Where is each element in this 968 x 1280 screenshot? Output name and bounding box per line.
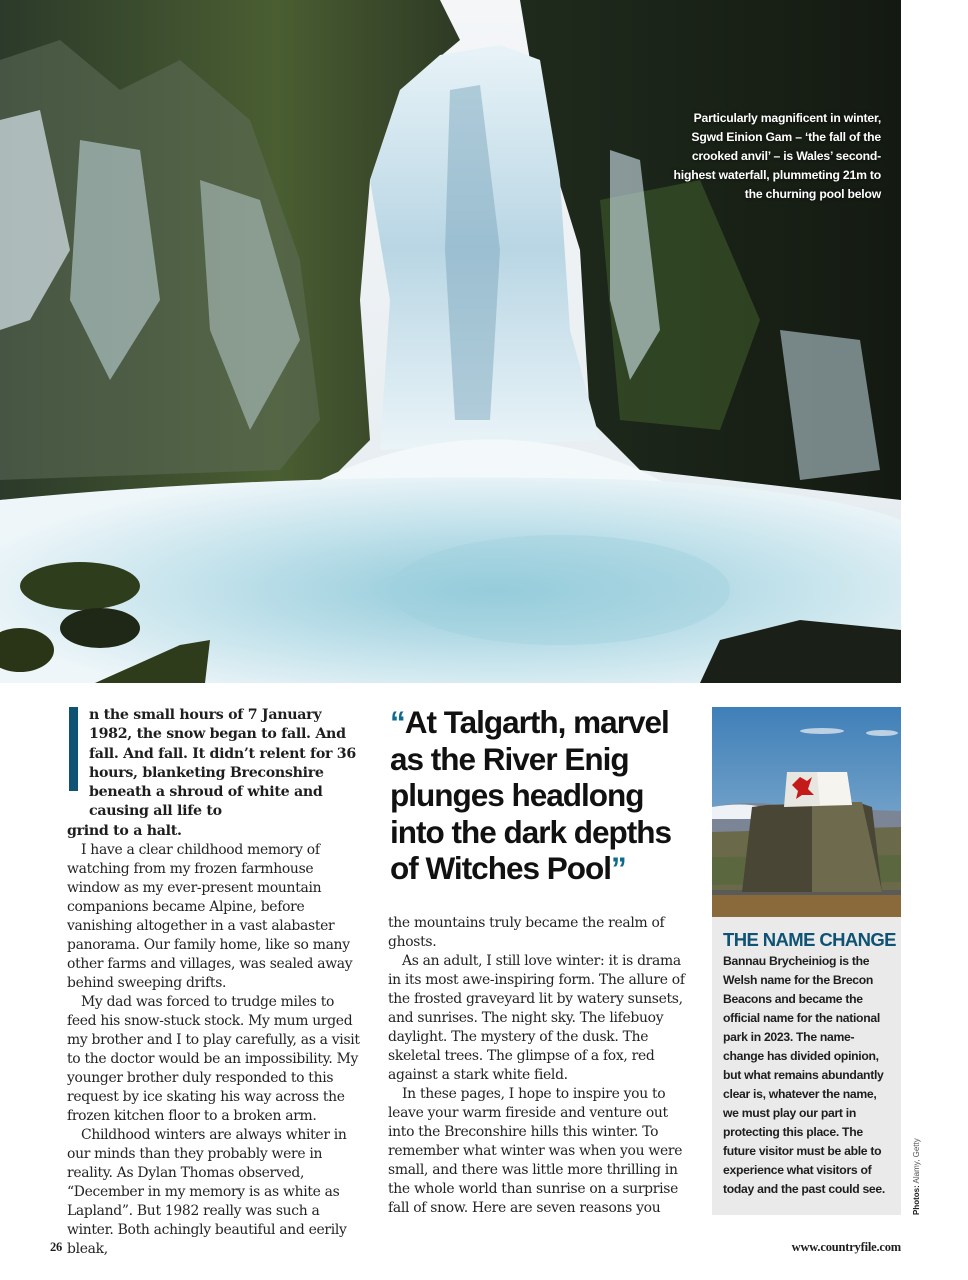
photo-caption: Particularly magnificent in winter, Sgwd Einion Gam – ‘the fall of the crooked anvil’ – is Wales’ second-highest waterfall, plummeting 21m to the churning pool below: [673, 111, 881, 201]
trig-point-photo: [712, 707, 901, 917]
name-change-sidebar: [712, 707, 901, 1215]
photo-credit-label: Photos:: [912, 1185, 921, 1215]
intro-paragraph: [67, 706, 364, 841]
photo-credit-value: Alamy, Getty: [912, 1138, 921, 1184]
hero-photo: [0, 0, 901, 683]
body-paragraph-continued: the mountains truly became the realm of ghosts.: [388, 915, 665, 950]
pull-quote: [390, 704, 700, 887]
open-quote-mark: “: [390, 704, 405, 740]
sidebar-title: THE NAME CHANGE: [723, 929, 896, 950]
body-paragraph: Childhood winters are always whiter in our minds than they probably were in reality. As Dylan Thomas observed, “December in my memory is as white as Lapland”. But 1982 really was such a winter. Both achingly beautiful and eerily bleak,: [67, 1127, 347, 1258]
website-url: www.countryfile.com: [791, 1240, 901, 1254]
article-column-1: [67, 706, 364, 1259]
welsh-dragon-cairn-image: [712, 707, 901, 917]
pull-quote-text: At Talgarth, marvel as the River Enig plunges headlong into the dark depths of Witches Pool: [390, 704, 672, 886]
body-paragraph: I have a clear childhood memory of watching from my frozen farmhouse window as my ever-present mountain companions became Alpine, before vanishing altogether in a vast alabaster panorama. Our family home, like so many other farms and villages, was sealed away behind sweeping drifts.: [67, 842, 353, 992]
close-quote-mark: ”: [610, 850, 626, 886]
intro-tail-text: grind to a halt.: [67, 822, 182, 839]
photo-credit: [912, 1138, 921, 1215]
article-column-2: [388, 914, 694, 1218]
body-paragraph: As an adult, I still love winter: it is drama in its most awe-inspiring form. The allure of the frosted graveyard lit by watery sunsets, and sunrises. The night sky. The lifebuoy daylight. The mystery of the dusk. The skeletal trees. The glimpse of a fox, red against a stark white field.: [388, 953, 685, 1083]
sidebar-text: Bannau Brycheiniog is the Welsh name for the Brecon Beacons and became the official name for the national park in 2023. The name-change has divided opinion, but what remains abundantly clear is, whatever the name, we must play our part in protecting this place. The future visitor must be able to experience what visitors of today and the past could see.: [723, 954, 885, 1196]
intro-lead-text: n the small hours of 7 January 1982, the snow began to fall. And fall. And fall. It didn’t relent for 36 hours, blanketing Breconshire beneath a shroud of white and causing all life to: [89, 707, 356, 820]
page-number: 26: [50, 1240, 63, 1254]
frozen-waterfall-image: [0, 0, 901, 683]
body-paragraph: My dad was forced to trudge miles to feed his snow-stuck stock. My mum urged my brother and I to play carefully, as a visit to the doctor would be an impossibility. My younger brother duly responded to this request by ice skating his way across the frozen kitchen floor to a broken arm.: [67, 994, 360, 1125]
body-paragraph: In these pages, I hope to inspire you to leave your warm fireside and venture out into the Breconshire hills this winter. To remember what winter was when you were small, and there was little more thrilling in the whole world than sunrise on a surprise fall of snow. Here are seven reasons you: [388, 1086, 683, 1216]
drop-cap-bar-icon: [69, 707, 78, 791]
